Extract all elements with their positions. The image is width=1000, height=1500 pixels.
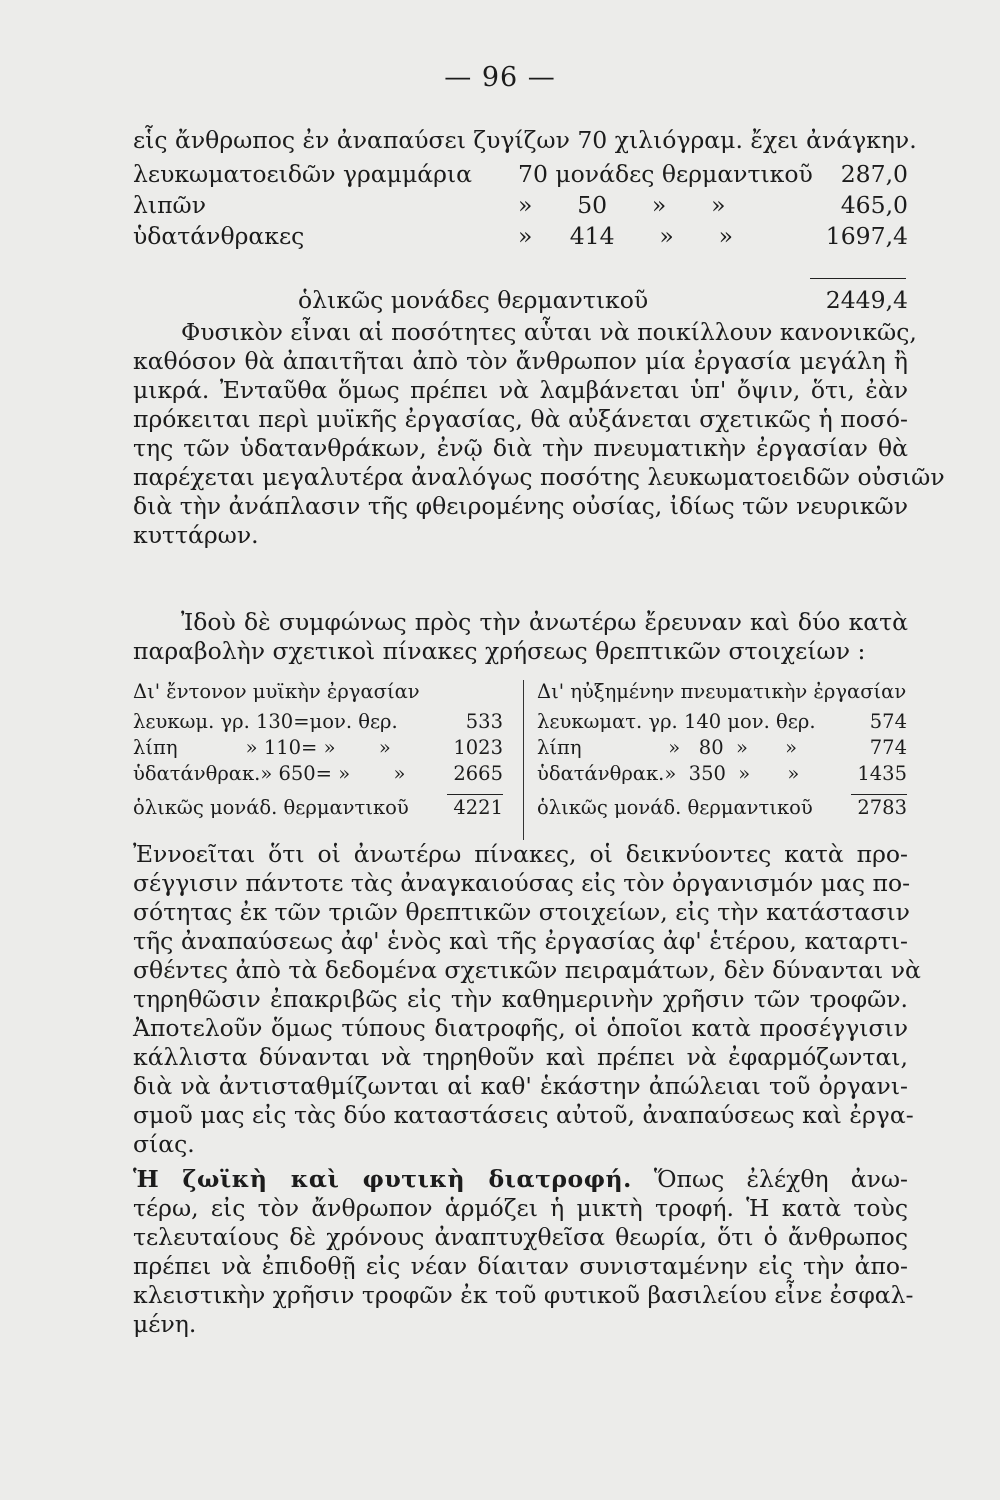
table-row <box>537 762 907 788</box>
text-line: μένη. <box>133 1310 197 1338</box>
row-value: 774 <box>869 736 907 759</box>
section-heading: Ἡ ζωϊκὴ καὶ φυτικὴ διατροφή. <box>133 1165 632 1193</box>
text-line: πρόκειται περὶ μυϊκῆς ἐργασίας, θὰ αὐξάνεται σχετικῶς ἡ ποσό- <box>133 405 908 433</box>
table-row <box>133 710 503 736</box>
table-row <box>133 191 908 222</box>
table-muscular-work <box>133 680 503 822</box>
table-row <box>133 222 908 253</box>
total-value: 4221 <box>453 796 503 819</box>
row-amount: 70 μονάδες θερμαντικοῦ <box>518 160 813 188</box>
text-line: Ἐννοεῖται ὅτι οἱ ἀνωτέρω πίνακες, οἱ δεικνύοντες κατὰ προ- <box>133 840 908 868</box>
row-value: 1023 <box>453 736 503 759</box>
text-line: μικρά. Ἐνταῦθα ὅμως πρέπει νὰ λαμβάνεται ὑπ' ὄψιν, ὅτι, ἐὰν <box>133 376 908 404</box>
row-label: ὑδατάνθρακ.» 350 » » <box>537 762 800 785</box>
table-row <box>133 736 503 762</box>
row-value: 2665 <box>453 762 503 785</box>
table-title <box>537 680 907 710</box>
text-line: τηρηθῶσιν ἐπακριβῶς εἰς τὴν καθημερινὴν χρῆσιν τῶν τροφῶν. <box>133 985 908 1013</box>
text-line: πρέπει νὰ ἐπιδοθῇ εἰς νέαν δίαιταν συνισταμένην εἰς τὴν ἀπο- <box>133 1252 908 1280</box>
total-label: ὁλικῶς μονάδ. θερμαντικοῦ <box>133 796 409 819</box>
page-number: — 96 — <box>444 62 556 93</box>
section-first-line <box>133 1165 908 1194</box>
row-value: 533 <box>465 710 503 733</box>
table-row <box>133 160 908 191</box>
nutrition-tables <box>133 680 908 840</box>
row-amount: » 50 » » <box>518 191 726 219</box>
column-divider <box>523 680 524 840</box>
calorie-calculation-table <box>133 160 908 253</box>
row-amount: » 414 » » <box>518 222 733 250</box>
row-value: 287,0 <box>840 160 908 188</box>
table-row <box>537 736 907 762</box>
rule-row <box>537 788 907 796</box>
table-title-text: Δι' ηὐξημένην πνευματικὴν ἐργασίαν <box>537 680 907 703</box>
sum-rule <box>447 794 503 795</box>
text-line: παρέχεται μεγαλυτέρα ἀναλόγως ποσότης λευκωματοειδῶν οὐσιῶν <box>133 463 945 491</box>
row-label: λίπη » 110= » » <box>133 736 391 759</box>
text-line: Ἰδοὺ δὲ συμφώνως πρὸς τὴν ἀνωτέρω ἔρευναν καὶ δύο κατὰ <box>181 608 908 636</box>
text-line: κάλλιστα δύνανται νὰ τηρηθοῦν καὶ πρέπει νὰ ἐφαρμόζωνται, <box>133 1043 908 1071</box>
text-line: σότητας ἐκ τῶν τριῶν θρεπτικῶν στοιχείων, εἰς τὴν κατάστασιν <box>133 898 910 926</box>
table-total-row <box>537 796 907 822</box>
text-line: διὰ νὰ ἀντισταθμίζωνται αἱ καθ' ἑκάστην ἀπώλειαι τοῦ ὀργανι- <box>133 1072 908 1100</box>
row-label: λευκωματοειδῶν γραμμάρια <box>133 160 472 188</box>
table-mental-work <box>537 680 907 822</box>
intro-line <box>133 126 917 155</box>
table-row <box>537 710 907 736</box>
row-label: λευκωμ. γρ. 130=μον. θερ. <box>133 710 398 733</box>
text-line: σίας. <box>133 1130 195 1158</box>
paragraph-1 <box>133 318 945 550</box>
table-row <box>133 762 503 788</box>
row-value: 1435 <box>857 762 907 785</box>
text-line: της τῶν ὑδατανθράκων, ἐνῷ διὰ τὴν πνευματικὴν ἐργασίαν θὰ <box>133 434 908 462</box>
text-line: Ἀποτελοῦν ὅμως τύπους διατροφῆς, οἱ ὁποῖοι κατὰ προσέγγισιν <box>133 1014 908 1042</box>
sum-rule <box>851 794 907 795</box>
paragraph-2 <box>133 608 908 666</box>
row-label: λιπῶν <box>133 191 207 219</box>
text-line: διὰ τὴν ἀνάπλασιν τῆς φθειρομένης οὐσίας, ἰδίως τῶν νευρικῶν <box>133 492 908 520</box>
text-line: Φυσικὸν εἶναι αἱ ποσότητες αὗται νὰ ποικίλλουν κανονικῶς, <box>181 318 917 346</box>
row-label: λευκωματ. γρ. 140 μον. θερ. <box>537 710 816 733</box>
calc-total-row <box>133 286 908 317</box>
total-label: ὁλικῶς μονάδες θερμαντικοῦ <box>298 286 649 314</box>
text-line: παραβολὴν σχετικοὶ πίνακες χρήσεως θρεπτικῶν στοιχείων : <box>133 637 866 665</box>
text-line: κυττάρων. <box>133 521 259 549</box>
paragraph-3 <box>133 840 921 1339</box>
row-label: ὑδατάνθρακ.» 650= » » <box>133 762 406 785</box>
text-line: τέρω, εἰς τὸν ἄνθρωπον ἁρμόζει ἡ μικτὴ τροφή. Ἡ κατὰ τοὺς <box>133 1194 908 1222</box>
row-value: 574 <box>869 710 907 733</box>
text-line: εἷς ἄνθρωπος ἐν ἀναπαύσει ζυγίζων 70 χιλιόγραμ. ἔχει ἀνάγκην. <box>133 126 917 154</box>
section-first-line-rest: Ὅπως ἐλέχθη ἀνω- <box>653 1165 908 1193</box>
row-value: 1697,4 <box>825 222 908 250</box>
text-line: καθόσον θὰ ἀπαιτῆται ἀπὸ τὸν ἄνθρωπον μία ἐργασία μεγάλη ἢ <box>133 347 908 375</box>
row-value: 465,0 <box>840 191 908 219</box>
text-line: τελευταίους δὲ χρόνους ἀναπτυχθεῖσα θεωρία, ὅτι ὁ ἄνθρωπος <box>133 1223 908 1251</box>
text-line: κλειστικὴν χρῆσιν τροφῶν ἐκ τοῦ φυτικοῦ βασιλείου εἶνε ἐσφαλ- <box>133 1281 914 1309</box>
text-line: σέγγισιν πάντοτε τὰς ἀναγκαιούσας εἰς τὸν ὀργανισμόν μας πο- <box>133 869 911 897</box>
text-line: σθέντες ἀπὸ τὰ δεδομένα σχετικῶν πειραμάτων, δὲν δύνανται νὰ <box>133 956 921 984</box>
sum-rule <box>810 278 906 279</box>
total-value: 2783 <box>857 796 907 819</box>
table-title <box>133 680 503 710</box>
text-line: σμοῦ μας εἰς τὰς δύο καταστάσεις αὐτοῦ, ἀναπαύσεως καὶ ἐργα- <box>133 1101 914 1129</box>
rule-row <box>133 788 503 796</box>
table-title-text: Δι' ἔντονον μυϊκὴν ἐργασίαν <box>133 680 420 703</box>
table-total-row <box>133 796 503 822</box>
row-label: λίπη » 80 » » <box>537 736 798 759</box>
row-label: ὑδατάνθρακες <box>133 222 305 250</box>
text-line: τῆς ἀναπαύσεως ἀφ' ἑνὸς καὶ τῆς ἐργασίας ἀφ' ἑτέρου, καταρτι- <box>133 927 908 955</box>
total-label: ὁλικῶς μονάδ. θερμαντικοῦ <box>537 796 813 819</box>
total-value: 2449,4 <box>825 286 908 314</box>
